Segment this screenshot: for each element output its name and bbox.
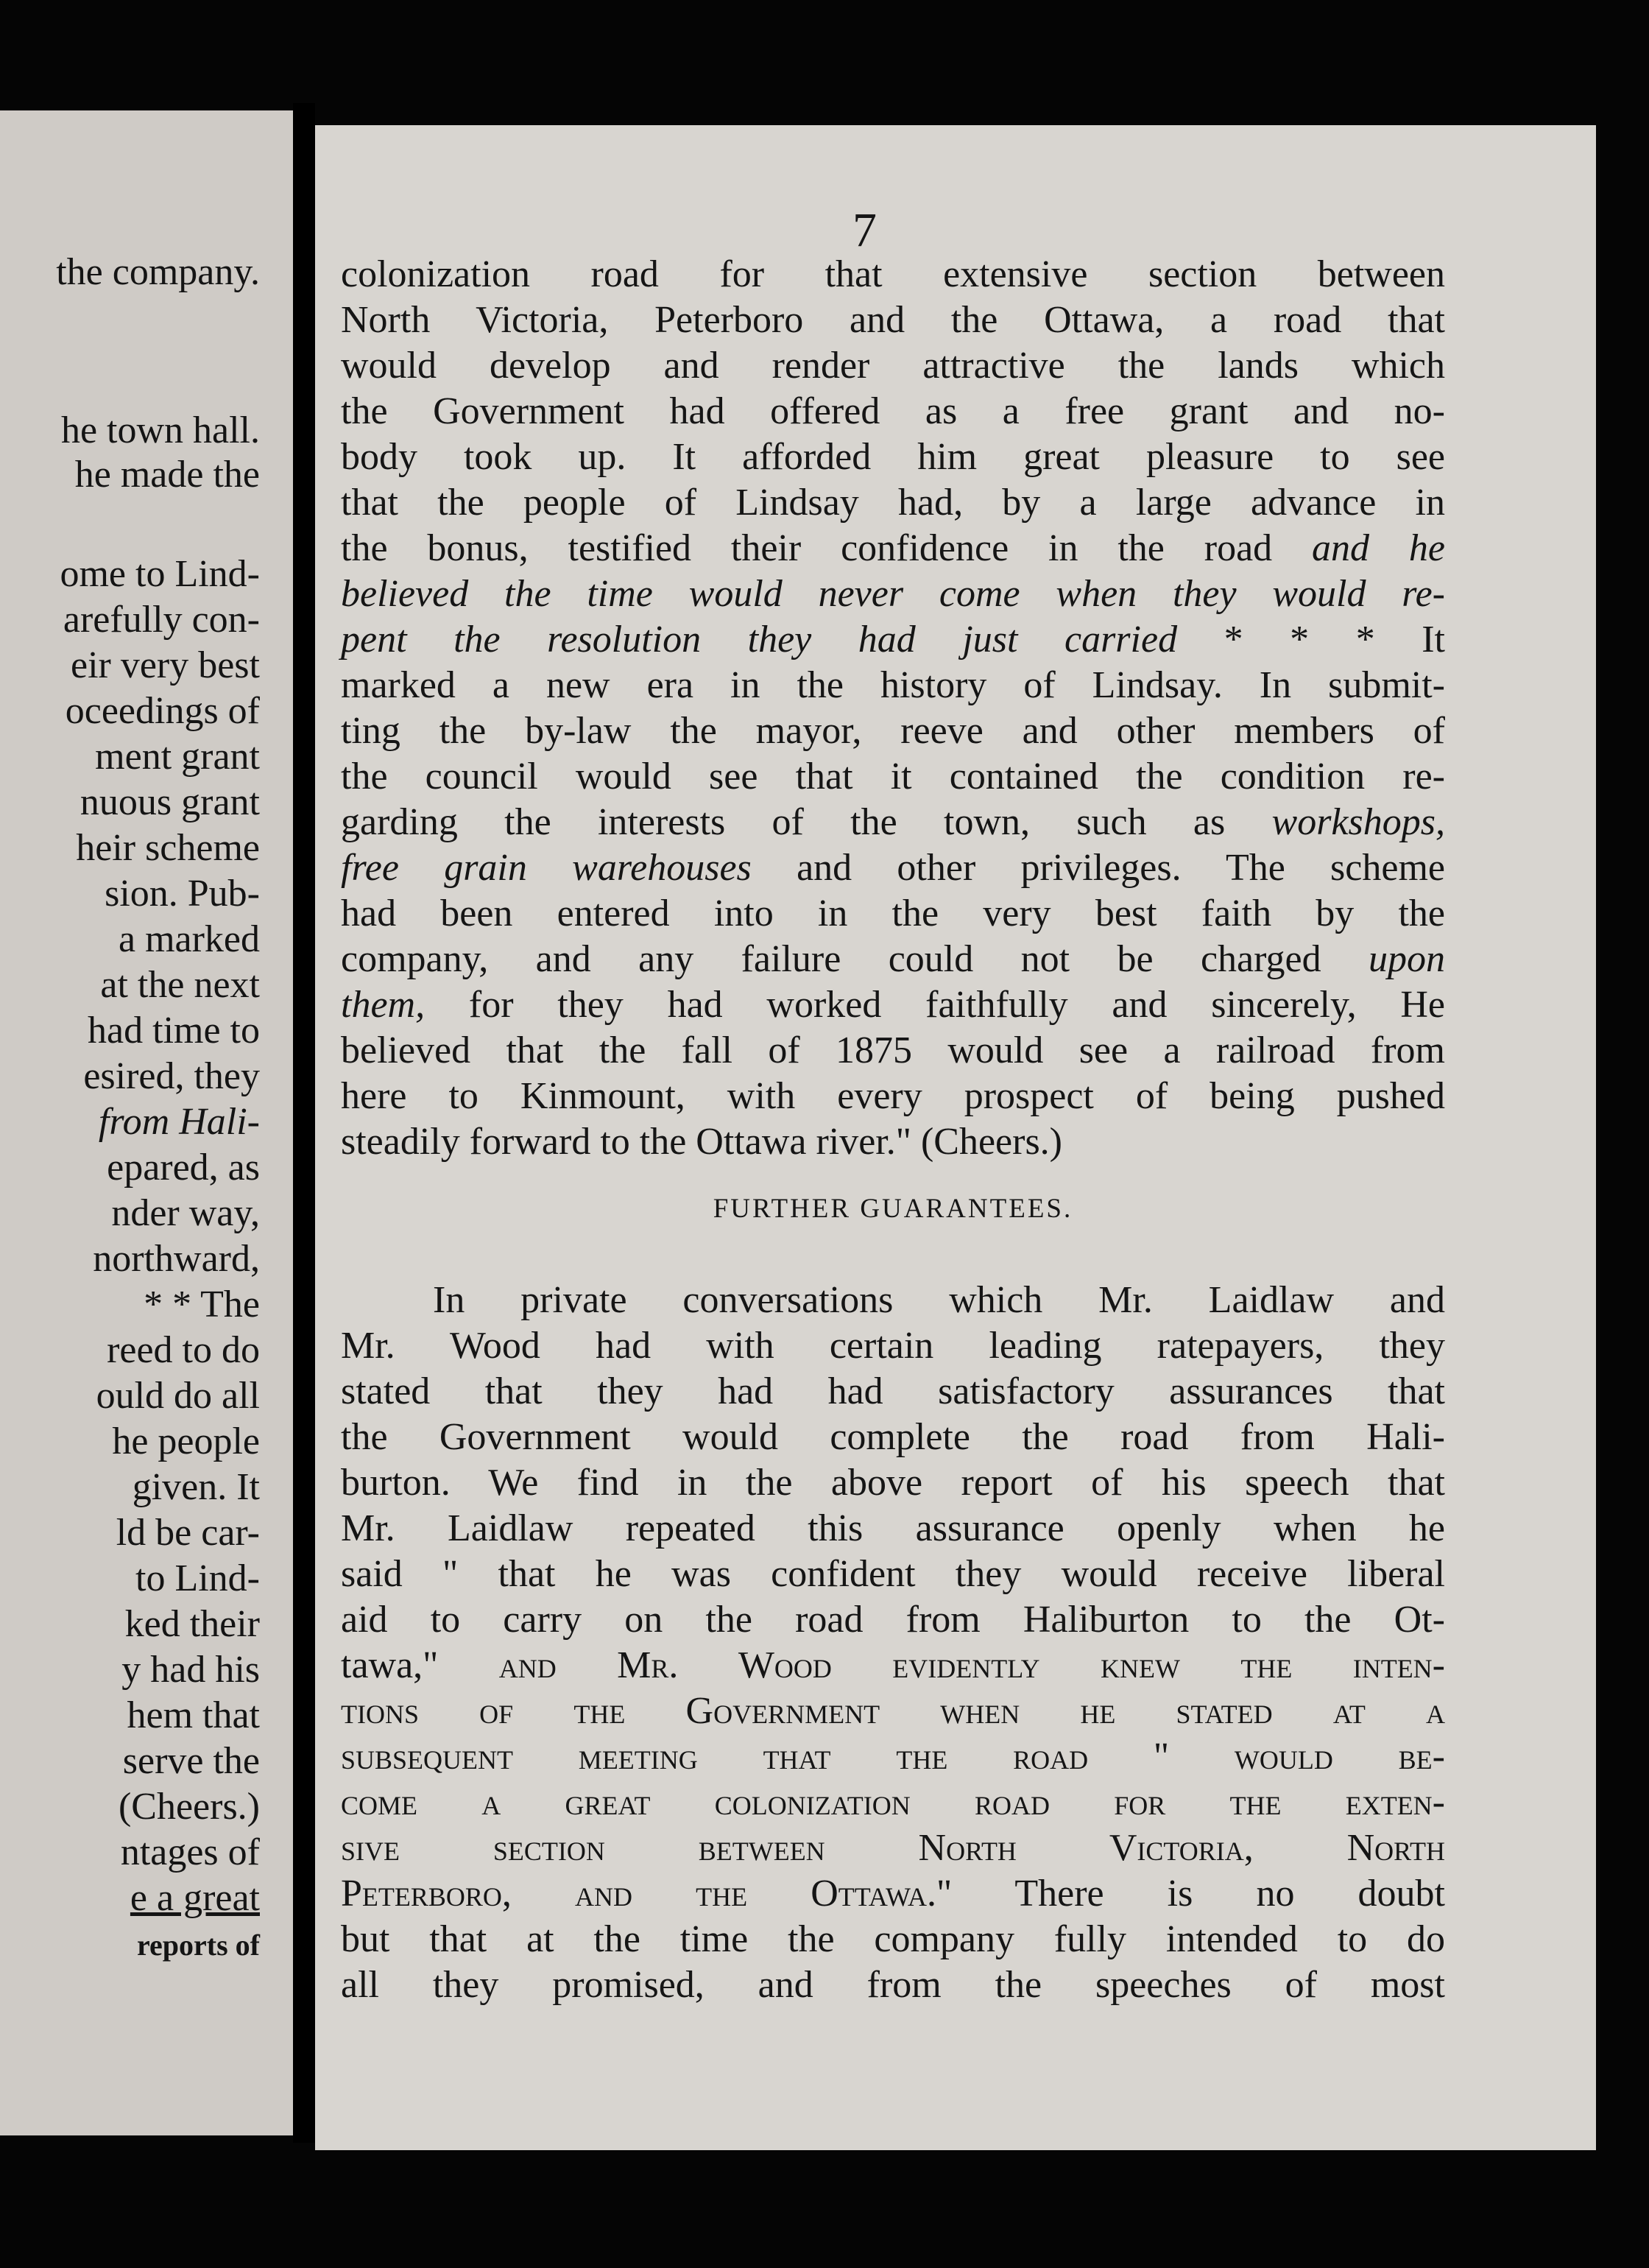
left-line: a marked [118, 918, 260, 960]
left-line: eir very best [70, 644, 260, 686]
left-line: he made the [74, 454, 260, 496]
left-line: nuous grant [80, 781, 260, 823]
left-page-fragment [0, 110, 293, 2135]
book-spine [293, 103, 315, 2143]
text-line: In private conversations which Mr. Laidlaw and [433, 1279, 1445, 1321]
text-line: colonization road for that extensive section between [341, 253, 1445, 295]
text-line: but that at the time the company fully intended to do [341, 1918, 1445, 1960]
text-line: free grain warehouses and other privileges. The scheme [341, 847, 1445, 889]
text-line: would develop and render attractive the lands which [341, 345, 1445, 387]
left-line: ome to Lind- [60, 553, 260, 595]
left-line: reports of [137, 1929, 260, 1962]
text-line: all they promised, and from the speeches of most [341, 1964, 1445, 2006]
text-line: had been entered into in the very best faith by the [341, 892, 1445, 934]
left-line: (Cheers.) [118, 1786, 260, 1828]
left-line: oceedings of [65, 690, 260, 732]
text-line: the council would see that it contained the condition re- [341, 756, 1445, 797]
left-line: serve the [122, 1740, 260, 1782]
text-line: here to Kinmount, with every prospect of being pushed [341, 1075, 1445, 1117]
text-line: ting the by-law the mayor, reeve and other members of [341, 710, 1445, 752]
left-line: at the next [100, 964, 260, 1006]
left-line: ment grant [95, 736, 260, 778]
section-heading: FURTHER GUARANTEES. [713, 1194, 1073, 1224]
text-line: subsequent meeting that the road " would be- [341, 1736, 1445, 1778]
left-line: arefully con- [63, 599, 260, 641]
text-line: Peterboro, and the Ottawa." There is no doubt [341, 1873, 1446, 1915]
left-line: epared, as [107, 1147, 260, 1188]
left-line: from Hali- [98, 1101, 260, 1143]
left-line: the company. [56, 251, 260, 293]
left-line: given. It [132, 1466, 260, 1508]
text-line: the Government had offered as a free grant and no- [341, 390, 1445, 432]
left-line: had time to [88, 1010, 260, 1052]
text-line: them, for they had worked faithfully and sincerely, He [341, 984, 1446, 1026]
left-line: hem that [127, 1694, 260, 1736]
left-line: heir scheme [76, 827, 260, 869]
text-line: come a great colonization road for the exten- [341, 1781, 1445, 1823]
left-line: ould do all [96, 1375, 260, 1417]
text-line: marked a new era in the history of Lindsay. In submit- [341, 664, 1445, 706]
text-line: North Victoria, Peterboro and the Ottawa, a road that [341, 299, 1445, 341]
text-line: said " that he was confident they would receive liberal [341, 1553, 1445, 1595]
left-line: he people [112, 1420, 260, 1462]
text-line: believed the time would never come when they would re- [341, 573, 1445, 615]
left-line: y had his [121, 1649, 260, 1691]
text-line: that the people of Lindsay had, by a large advance in [341, 482, 1445, 524]
text-line: Mr. Laidlaw repeated this assurance openly when he [341, 1507, 1445, 1549]
text-line: tawa," and Mr. Wood evidently knew the inten- [341, 1644, 1445, 1686]
left-line: reed to do [107, 1329, 260, 1371]
text-line: garding the interests of the town, such as workshops, [341, 801, 1445, 843]
left-line: nder way, [111, 1192, 260, 1234]
text-line: believed that the fall of 1875 would see a railroad from [341, 1029, 1445, 1071]
main-page [315, 125, 1596, 2150]
text-line: the bonus, testified their confidence in the road and he [341, 527, 1446, 569]
text-line: company, and any failure could not be charged upon [341, 938, 1445, 980]
text-line: Mr. Wood had with certain leading ratepayers, they [341, 1325, 1445, 1367]
left-line: esired, they [83, 1055, 260, 1097]
page-number: 7 [852, 203, 877, 257]
left-line: to Lind- [135, 1557, 260, 1599]
left-line: e a great [130, 1877, 260, 1919]
left-line: ked their [124, 1603, 260, 1645]
left-line: sion. Pub- [105, 873, 260, 915]
text-line: burton. We find in the above report of his speech that [341, 1462, 1445, 1504]
left-line: northward, [93, 1238, 260, 1280]
text-line: pent the resolution they had just carried * * * It [341, 619, 1446, 661]
left-line: ld be car- [116, 1512, 260, 1554]
text-line: the Government would complete the road from Hali- [341, 1416, 1445, 1458]
text-line: sive section between North Victoria, North [341, 1827, 1445, 1869]
text-line: aid to carry on the road from Haliburton to the Ot- [341, 1599, 1445, 1641]
left-line: * * The [144, 1283, 260, 1325]
left-line: he town hall. [60, 409, 260, 451]
text-line: steadily forward to the Ottawa river." (Cheers.) [341, 1121, 1063, 1163]
left-line: ntages of [120, 1831, 260, 1873]
text-line: body took up. It afforded him great pleasure to see [341, 436, 1445, 478]
text-line: stated that they had had satisfactory assurances that [341, 1370, 1445, 1412]
text-line: tions of the Government when he stated at a [341, 1690, 1445, 1732]
